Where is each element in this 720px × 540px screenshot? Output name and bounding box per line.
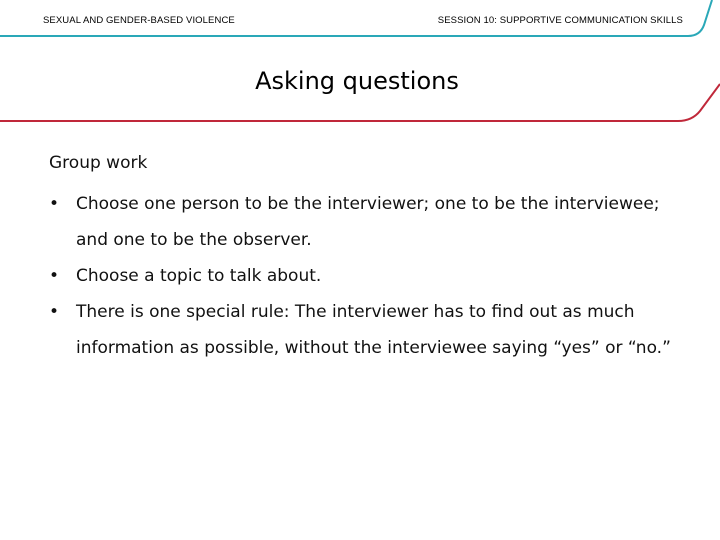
bullet-icon: • <box>49 302 60 322</box>
list-item <box>49 294 689 366</box>
bullet-icon: • <box>49 194 60 214</box>
bullet-text: Choose one person to be the interviewer; one to be the interviewee; and one to be the observer. <box>76 194 660 250</box>
bullet-list <box>49 186 689 366</box>
list-item <box>49 258 689 294</box>
slide-body <box>49 150 689 366</box>
header-left-label: SEXUAL AND GENDER-BASED VIOLENCE <box>43 15 235 26</box>
slide-title: Asking questions <box>255 67 459 95</box>
subheading: Group work <box>49 153 148 173</box>
bullet-text: There is one special rule: The interviewer has to find out as much information as possible, without the interviewee saying “yes” or “no.” <box>76 302 671 358</box>
bullet-text: Choose a topic to talk about. <box>76 266 322 286</box>
header-right-label: SESSION 10: SUPPORTIVE COMMUNICATION SKILLS <box>437 15 683 26</box>
bullet-icon: • <box>49 266 60 286</box>
list-item <box>49 186 689 258</box>
